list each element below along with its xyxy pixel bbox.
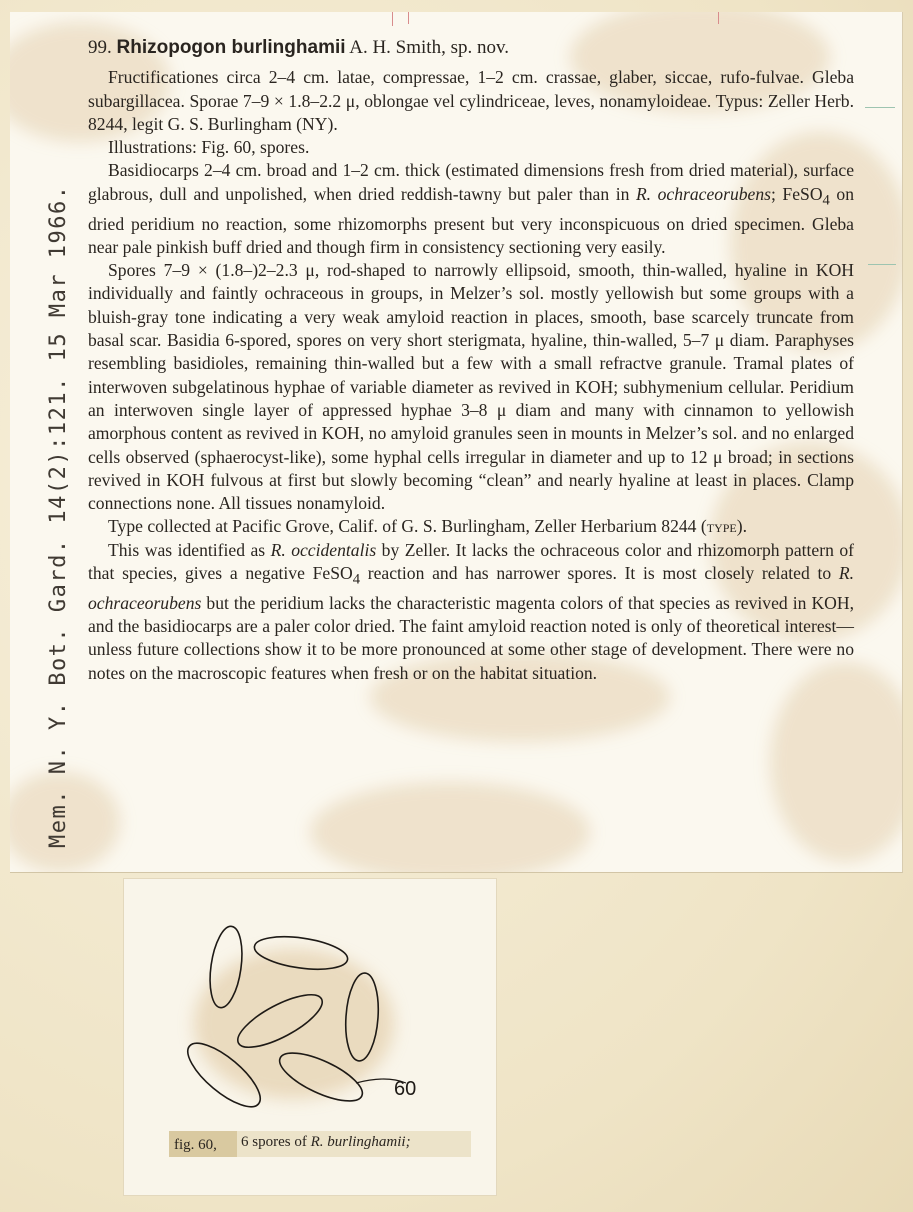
spore-1	[205, 924, 246, 1009]
spore-3	[231, 985, 329, 1057]
identification-paragraph: This was identified as R. occidentalis by Zeller. It lacks the ochraceous color and rhizomorph pattern of that species, gives a negative FeSO$_4$ reaction and has narrower spores. It is most closely related to R. ochraceorubens but the peridium lacks the characteristic magenta colors of that species as revived in KOH, and the basidiocarps are a paler color dried. The faint amyloid reaction noted is only of theoretical interest—unless future collections show it to be more pronounced at some other stage of development. There were no notes on the macroscopic features when fresh or on the habitat situation.	[88, 539, 854, 683]
species-heading	[88, 36, 854, 59]
illustrations-note: Illustrations: Fig. 60, spores.	[108, 137, 310, 158]
basidiocarps-paragraph: Basidiocarps 2–4 cm. broad and 1–2 cm. thick (estimated dimensions fresh from dried material), surface glabrous, dull and unpolished, when dried reddish-tawny but paler than in R. ochraceorubens; FeSO$_4$ on dried peridium no reaction, some rhizomorphs present but very inconspicuous on dried specimen. Gleba near pale pinkish buff dried and though firm in consistency sectioning very easily.	[88, 160, 855, 257]
species-description	[88, 36, 854, 685]
latin-diagnosis: Fructificationes circa 2–4 cm. latae, compressae, 1–2 cm. crassae, glaber, siccae, rufo-fulvae. Gleba subargillacea. Sporae 7–9 × 1.8–2.2 μ, oblongae vel cylindriceae, leves, nonamyloideae. Typus: Zeller Herb. 8244, legit G. S. Burlingham (NY).	[88, 67, 854, 134]
type-paragraph: Type collected at Pacific Grove, Calif. of G. S. Burlingham, Zeller Herbarium 8244 (type).	[108, 516, 747, 537]
text-clipping	[10, 12, 903, 873]
spore-5	[186, 1033, 269, 1113]
spores-paragraph: Spores 7–9 × (1.8–)2–2.3 μ, rod-shaped to narrowly ellipsoid, smooth, thin-walled, hyaline in KOH individually and faintly ochraceous in groups, in Melzer’s sol. mostly yellowish but some groups with a bluish-gray tone indicating a very weak amyloid reaction in places, smooth, base scarcely truncate from basal scar. Basidia 6-spored, spores on very short sterigmata, hyaline, thin-walled, 5–7 μ diam. Paraphyses resembling basidioles, remaining thin-walled but a few with a small refractve granule. Tramal plates of interwoven subgelatinous hyphae of variable diameter as revived in KOH; subhymenium cellular. Peridium an interwoven single layer of appressed hyphae 3–8 μ diam and many with cinnamon to yellowish amorphous content as revived in KOH, no amyloid granules seen in mounts in Melzer’s sol. and no enlarged cells observed (sphaerocyst-like), some hyphal cells irregular in diameter and up to 12 μ broad; in sections revived in KOH fulvous at first but slowly becoming “clean” and nearly hyaline at least in places. Clamp connections none. All tissues nonamyloid.	[88, 260, 854, 514]
species-number: 99.	[88, 37, 112, 58]
figure-card	[123, 878, 497, 1196]
figure-caption: 6 spores of R. burlinghamii;	[237, 1131, 471, 1157]
figure-label: fig. 60,	[169, 1131, 242, 1157]
spore-4	[343, 972, 381, 1062]
species-name: Rhizopogon burlinghamii	[116, 37, 346, 58]
citation-stamp: Mem. N. Y. Bot. Gard. 14(2):121. 15 Mar 1966.	[46, 184, 71, 848]
spore-2	[252, 932, 349, 975]
spores-figure	[186, 917, 436, 1113]
spore-6	[273, 1043, 368, 1110]
species-authority: A. H. Smith, sp. nov.	[349, 37, 509, 58]
figure-number: 60	[394, 1078, 417, 1100]
